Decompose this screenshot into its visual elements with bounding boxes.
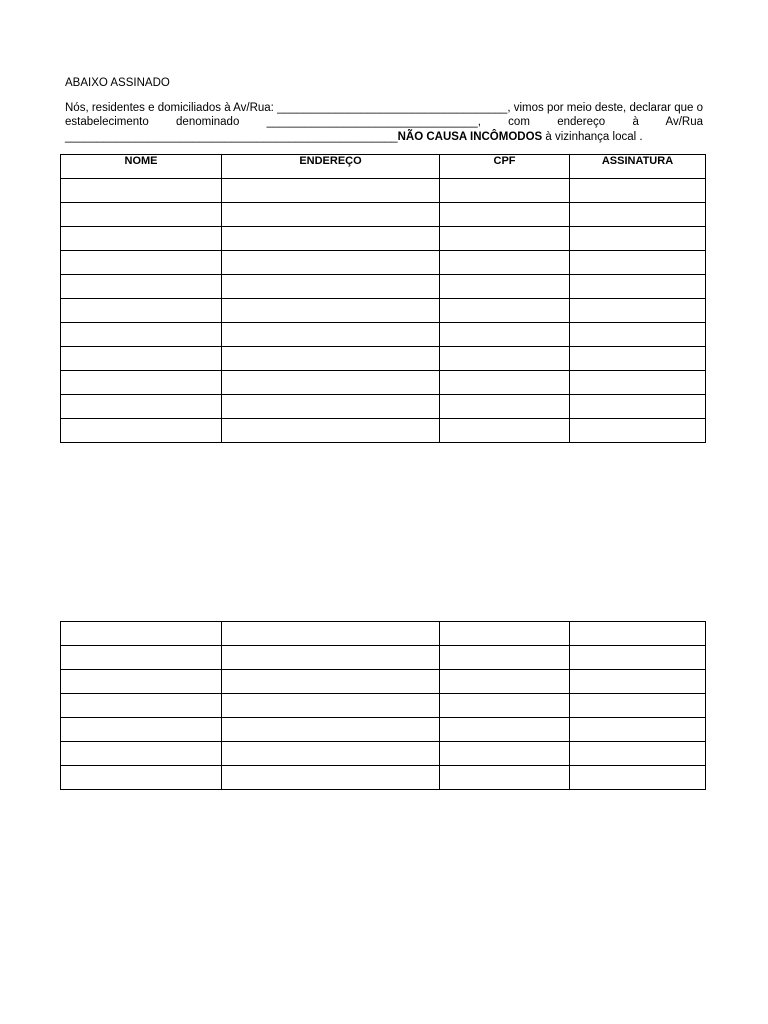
cell-endereco[interactable] [222, 670, 440, 694]
cell-endereco[interactable] [222, 419, 440, 443]
cell-nome[interactable] [61, 718, 222, 742]
cell-assinatura[interactable] [570, 742, 706, 766]
cell-assinatura[interactable] [570, 766, 706, 790]
cell-endereco[interactable] [222, 251, 440, 275]
cell-endereco[interactable] [222, 323, 440, 347]
cell-nome[interactable] [61, 347, 222, 371]
cell-nome[interactable] [61, 766, 222, 790]
signature-table [60, 154, 706, 443]
cell-cpf[interactable] [440, 299, 570, 323]
cell-endereco[interactable] [222, 622, 440, 646]
header-endereco: ENDEREÇO [222, 155, 440, 179]
cell-cpf[interactable] [440, 694, 570, 718]
cell-endereco[interactable] [222, 179, 440, 203]
cell-cpf[interactable] [440, 179, 570, 203]
table-row [61, 670, 706, 694]
table-row [61, 299, 706, 323]
cell-nome[interactable] [61, 203, 222, 227]
cell-assinatura[interactable] [570, 203, 706, 227]
cell-nome[interactable] [61, 670, 222, 694]
cell-endereco[interactable] [222, 694, 440, 718]
cell-nome[interactable] [61, 646, 222, 670]
cell-assinatura[interactable] [570, 347, 706, 371]
cell-cpf[interactable] [440, 251, 570, 275]
cell-endereco[interactable] [222, 347, 440, 371]
cell-endereco[interactable] [222, 766, 440, 790]
cell-assinatura[interactable] [570, 179, 706, 203]
cell-nome[interactable] [61, 742, 222, 766]
cell-cpf[interactable] [440, 395, 570, 419]
signature-table-continued [60, 621, 706, 790]
table-row [61, 419, 706, 443]
cell-nome[interactable] [61, 227, 222, 251]
cell-assinatura[interactable] [570, 275, 706, 299]
table-row [61, 227, 706, 251]
cell-assinatura[interactable] [570, 694, 706, 718]
cell-nome[interactable] [61, 371, 222, 395]
cell-endereco[interactable] [222, 742, 440, 766]
cell-endereco[interactable] [222, 203, 440, 227]
cell-assinatura[interactable] [570, 718, 706, 742]
cell-nome[interactable] [61, 251, 222, 275]
cell-assinatura[interactable] [570, 419, 706, 443]
cell-assinatura[interactable] [570, 670, 706, 694]
cell-cpf[interactable] [440, 622, 570, 646]
declaration-paragraph [65, 101, 703, 144]
cell-cpf[interactable] [440, 742, 570, 766]
cell-cpf[interactable] [440, 323, 570, 347]
cell-nome[interactable] [61, 323, 222, 347]
cell-nome[interactable] [61, 622, 222, 646]
cell-assinatura[interactable] [570, 299, 706, 323]
cell-endereco[interactable] [222, 395, 440, 419]
header-assinatura: ASSINATURA [570, 155, 706, 179]
cell-cpf[interactable] [440, 347, 570, 371]
cell-endereco[interactable] [222, 718, 440, 742]
cell-nome[interactable] [61, 419, 222, 443]
table-row [61, 694, 706, 718]
declaration-bold-text: NÃO CAUSA INCÔMODOS [397, 130, 543, 143]
table-row [61, 275, 706, 299]
cell-assinatura[interactable] [570, 622, 706, 646]
table-row [61, 646, 706, 670]
cell-cpf[interactable] [440, 419, 570, 443]
header-cpf: CPF [440, 155, 570, 179]
cell-nome[interactable] [61, 299, 222, 323]
cell-cpf[interactable] [440, 646, 570, 670]
table-row [61, 203, 706, 227]
cell-endereco[interactable] [222, 299, 440, 323]
table-row [61, 622, 706, 646]
cell-assinatura[interactable] [570, 323, 706, 347]
cell-assinatura[interactable] [570, 395, 706, 419]
cell-cpf[interactable] [440, 670, 570, 694]
cell-cpf[interactable] [440, 227, 570, 251]
table-row [61, 347, 706, 371]
declaration-text: Nós, residentes e domiciliados à Av/Rua: ____________________________________, vimos por meio deste, declarar que o estabelecimento denominado _________________________________, com endereço à Av/Rua ____________________________________________________ [65, 102, 703, 143]
cell-endereco[interactable] [222, 275, 440, 299]
cell-assinatura[interactable] [570, 646, 706, 670]
table-row [61, 323, 706, 347]
table-row [61, 718, 706, 742]
header-nome: NOME [61, 155, 222, 179]
cell-cpf[interactable] [440, 718, 570, 742]
cell-nome[interactable] [61, 179, 222, 203]
cell-endereco[interactable] [222, 227, 440, 251]
table-row [61, 742, 706, 766]
cell-assinatura[interactable] [570, 371, 706, 395]
cell-cpf[interactable] [440, 275, 570, 299]
cell-cpf[interactable] [440, 766, 570, 790]
cell-endereco[interactable] [222, 646, 440, 670]
cell-endereco[interactable] [222, 371, 440, 395]
declaration-text-end: à vizinhança local . [542, 130, 643, 143]
document-title: ABAIXO ASSINADO [65, 77, 170, 89]
cell-assinatura[interactable] [570, 227, 706, 251]
table-row [61, 251, 706, 275]
table-row [61, 371, 706, 395]
table-header-row [61, 155, 706, 179]
table-row [61, 179, 706, 203]
cell-assinatura[interactable] [570, 251, 706, 275]
table-row [61, 766, 706, 790]
cell-cpf[interactable] [440, 203, 570, 227]
cell-nome[interactable] [61, 275, 222, 299]
cell-nome[interactable] [61, 395, 222, 419]
table-row [61, 395, 706, 419]
cell-cpf[interactable] [440, 371, 570, 395]
cell-nome[interactable] [61, 694, 222, 718]
